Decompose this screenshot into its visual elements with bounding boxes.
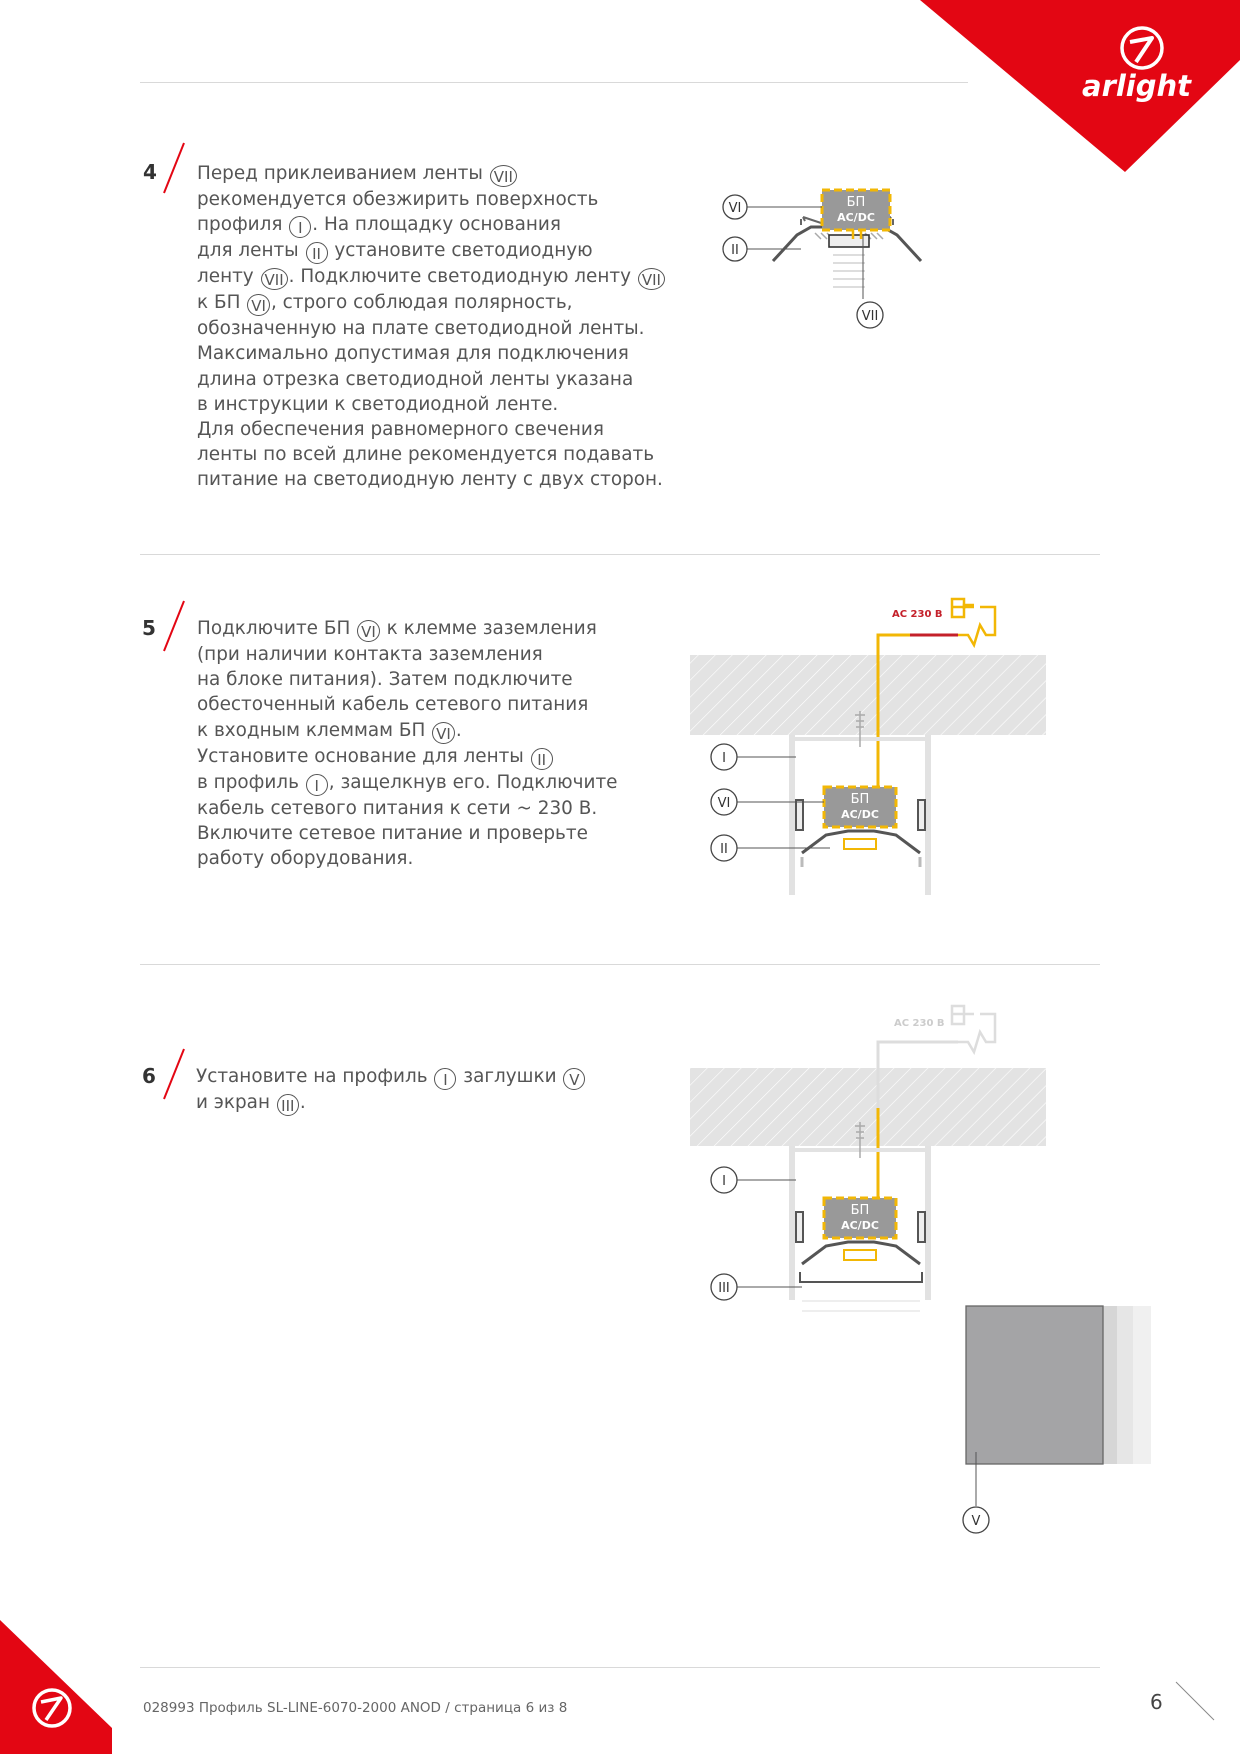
text-run: Установите основание для ленты (197, 745, 530, 767)
text-run: профиля (197, 214, 289, 236)
callout-VI (711, 789, 737, 815)
psu-block (824, 787, 896, 827)
text-line (197, 770, 618, 796)
text-run: в профиль (197, 771, 305, 793)
separator-5-6 (140, 964, 1100, 965)
part-ref-badge: II (306, 242, 328, 264)
text-line (197, 187, 666, 212)
text-run: обозначенную на плате светодиодной ленты. (197, 318, 645, 340)
step-number: 4 (143, 160, 157, 184)
text-run: в инструкции к светодиодной ленте. (197, 393, 559, 415)
text-line (197, 744, 618, 770)
svg-text:I: I (722, 751, 726, 766)
part-ref-badge: I (306, 774, 328, 796)
text-run: заглушки (457, 1066, 563, 1087)
tape-base (802, 1242, 920, 1264)
text-line (196, 1064, 586, 1090)
text-line (197, 642, 618, 667)
svg-text:II: II (731, 243, 739, 258)
text-line (197, 238, 666, 264)
psu-label: БП (846, 195, 866, 210)
text-run: длина отрезка светодиодной ленты указана (197, 368, 634, 390)
text-run: Перед приклеиванием ленты (197, 163, 489, 184)
text-run: Подключите БП (197, 618, 357, 639)
diagram-step-6 (690, 1000, 1160, 1545)
text-run: Максимально допустимая для подключения (197, 343, 629, 365)
svg-text:AC/DC: AC/DC (841, 808, 879, 821)
text-line (197, 667, 618, 692)
text-run: рекомендуется обезжирить поверхность (197, 189, 599, 210)
end-cap (966, 1306, 1151, 1464)
svg-text:VI: VI (717, 796, 731, 811)
text-run: и экран (196, 1092, 276, 1113)
text-line (197, 846, 618, 871)
svg-text:VI: VI (728, 201, 742, 216)
svg-text:AC/DC: AC/DC (841, 1219, 879, 1232)
callout-II (723, 237, 747, 261)
callout-VII (857, 302, 883, 328)
text-line (197, 264, 666, 290)
text-line (197, 467, 666, 492)
separator-top (140, 82, 968, 83)
text-run: . (455, 719, 462, 741)
text-run: , строго соблюдая полярность, (270, 292, 573, 314)
part-ref-badge: VI (432, 722, 455, 744)
tape-base (802, 831, 920, 867)
brand-corner (920, 0, 1240, 175)
part-ref-badge: VII (490, 165, 517, 187)
text-run: , защелкнув его. Подключите (328, 771, 618, 793)
svg-text:БП: БП (850, 1203, 870, 1218)
step-slash-icon (160, 1046, 188, 1102)
text-run: к клемме заземления (380, 618, 597, 639)
text-run: . (299, 1092, 306, 1113)
step-text (197, 161, 666, 493)
svg-text:VII: VII (861, 309, 879, 324)
part-ref-badge: VII (638, 268, 665, 290)
svg-text:БП: БП (850, 792, 870, 807)
text-run: ленты по всей длине рекомендуется подавать (197, 444, 655, 466)
text-line (197, 392, 666, 417)
separator-footer (140, 1667, 1100, 1668)
footer-text: 028993 Профиль SL-LINE-6070-2000 ANOD / страница 6 из 8 (143, 1700, 568, 1716)
psu-block (822, 190, 890, 239)
part-ref-badge: VI (357, 620, 380, 642)
psu-label-acdc: AC/DC (837, 211, 875, 224)
mains-label: AC 230 В (892, 609, 943, 620)
step-number: 6 (142, 1064, 156, 1088)
svg-text:II: II (720, 842, 728, 857)
step-slash-icon (160, 140, 188, 196)
ceiling-slab (690, 655, 1046, 735)
part-ref-badge: II (531, 748, 553, 770)
text-line (197, 442, 666, 467)
text-line (196, 1090, 586, 1116)
page-corner-slash-icon (1172, 1678, 1218, 1724)
step-text (196, 1064, 586, 1116)
text-run: установите светодиодную (328, 240, 593, 262)
text-line (197, 417, 666, 442)
ceiling-slab (690, 1068, 1046, 1146)
callout-III (711, 1274, 737, 1300)
svg-text:III: III (718, 1281, 730, 1296)
part-ref-badge: I (434, 1068, 456, 1090)
text-line (197, 821, 618, 846)
text-run: работу оборудования. (197, 848, 414, 870)
text-run: кабель сетевого питания к сети ~ 230 В. (197, 797, 598, 819)
callout-I (711, 744, 737, 770)
text-run: Включите сетевое питание и проверьте (197, 822, 588, 844)
mains-label: AC 230 В (894, 1018, 945, 1029)
text-run: к входным клеммам БП (197, 719, 432, 741)
text-run: питание на светодиодную ленту с двух сторон. (197, 469, 663, 491)
text-line (197, 796, 618, 821)
part-ref-badge: V (563, 1068, 585, 1090)
text-run: ленту (197, 266, 260, 288)
diagram-step-5 (690, 595, 1060, 900)
svg-text:V: V (971, 1514, 981, 1529)
callout-V (963, 1507, 989, 1533)
text-run: обесточенный кабель сетевого питания (197, 694, 589, 716)
part-ref-badge: I (289, 216, 311, 238)
text-line (197, 212, 666, 238)
text-line (197, 718, 618, 744)
callout-II (711, 835, 737, 861)
psu-block (824, 1198, 896, 1238)
text-line (197, 161, 666, 187)
text-line (197, 692, 618, 717)
separator-4-5 (140, 554, 1100, 555)
text-run: . На площадку основания (312, 214, 561, 236)
part-ref-badge: VI (247, 294, 270, 316)
svg-text:I: I (722, 1174, 726, 1189)
diagram-step-4 (715, 175, 945, 335)
text-line (197, 290, 666, 316)
brand-name: arlight (1082, 69, 1192, 103)
text-line (197, 367, 666, 392)
text-run: . Подключите светодиодную ленту (288, 266, 637, 288)
text-run: на блоке питания). Затем подключите (197, 669, 573, 691)
text-run: Для обеспечения равномерного свечения (197, 419, 604, 441)
step-slash-icon (160, 598, 188, 654)
part-ref-badge: VII (261, 268, 288, 290)
page-number: 6 (1150, 1690, 1163, 1714)
text-line (197, 316, 666, 341)
part-ref-badge: III (277, 1094, 299, 1116)
brand-corner-bottom (0, 1610, 120, 1754)
step-text (197, 616, 618, 871)
callout-VI (723, 195, 747, 219)
callout-I (711, 1167, 737, 1193)
text-run: к БП (197, 292, 247, 314)
step-number: 5 (142, 616, 156, 640)
diffuser-screen (800, 1272, 922, 1312)
text-line (197, 341, 666, 366)
text-run: (при наличии контакта заземления (197, 644, 543, 665)
text-line (197, 616, 618, 642)
text-run: для ленты (197, 240, 305, 262)
text-run: Установите на профиль (196, 1066, 434, 1087)
